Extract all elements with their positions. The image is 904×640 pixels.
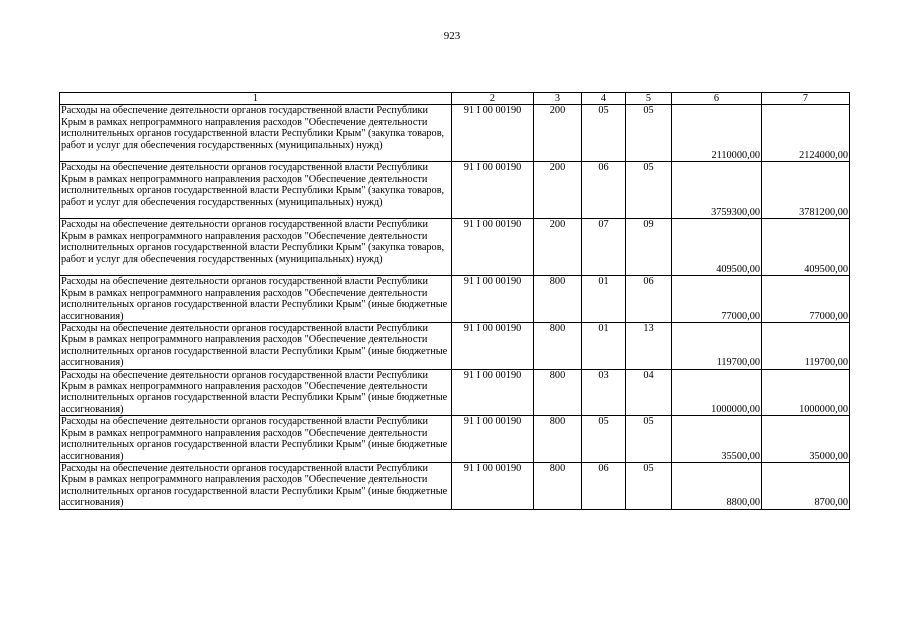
- subsection-code: 05: [626, 162, 672, 219]
- expense-description: Расходы на обеспечение деятельности органов государственной власти Республики Крым в рамках непрограммного направления расходов "Обеспечение деятельности исполнительных органов государственной власти Республики Крым" (иные бюджетные ассигнования): [60, 416, 452, 463]
- section-code: 01: [582, 276, 626, 323]
- budget-table: [59, 92, 850, 510]
- column-header: 2: [452, 93, 534, 105]
- expense-type-code: 200: [534, 105, 582, 162]
- subsection-code: 13: [626, 323, 672, 370]
- section-code: 06: [582, 462, 626, 509]
- target-article-code: 91 I 00 00190: [452, 105, 534, 162]
- amount-column-7: 8700,00: [762, 462, 850, 509]
- expense-description: Расходы на обеспечение деятельности органов государственной власти Республики Крым в рамках непрограммного направления расходов "Обеспечение деятельности исполнительных органов государственной власти Республики Крым" (иные бюджетные ассигнования): [60, 369, 452, 416]
- subsection-code: 05: [626, 462, 672, 509]
- amount-column-7: 119700,00: [762, 323, 850, 370]
- expense-description: Расходы на обеспечение деятельности органов государственной власти Республики Крым в рамках непрограммного направления расходов "Обеспечение деятельности исполнительных органов государственной власти Республики Крым" (закупка товаров, работ и услуг для обеспечения государственных (муниципальных) нужд): [60, 162, 452, 219]
- expense-description: Расходы на обеспечение деятельности органов государственной власти Республики Крым в рамках непрограммного направления расходов "Обеспечение деятельности исполнительных органов государственной власти Республики Крым" (закупка товаров, работ и услуг для обеспечения государственных (муниципальных) нужд): [60, 219, 452, 276]
- expense-type-code: 800: [534, 416, 582, 463]
- section-code: 06: [582, 162, 626, 219]
- subsection-code: 04: [626, 369, 672, 416]
- section-code: 05: [582, 105, 626, 162]
- expense-description: Расходы на обеспечение деятельности органов государственной власти Республики Крым в рамках непрограммного направления расходов "Обеспечение деятельности исполнительных органов государственной власти Республики Крым" (иные бюджетные ассигнования): [60, 323, 452, 370]
- amount-column-6: 119700,00: [672, 323, 762, 370]
- table-row: [60, 369, 850, 416]
- target-article-code: 91 I 00 00190: [452, 219, 534, 276]
- amount-column-6: 77000,00: [672, 276, 762, 323]
- amount-column-6: 2110000,00: [672, 105, 762, 162]
- table-row: [60, 416, 850, 463]
- expense-type-code: 800: [534, 323, 582, 370]
- section-code: 05: [582, 416, 626, 463]
- subsection-code: 06: [626, 276, 672, 323]
- table-row: [60, 323, 850, 370]
- page-number: 923: [443, 30, 461, 42]
- target-article-code: 91 I 00 00190: [452, 416, 534, 463]
- table-row: [60, 462, 850, 509]
- expense-type-code: 200: [534, 162, 582, 219]
- target-article-code: 91 I 00 00190: [452, 162, 534, 219]
- column-header: 1: [60, 93, 452, 105]
- table-row: [60, 162, 850, 219]
- target-article-code: 91 I 00 00190: [452, 369, 534, 416]
- amount-column-6: 35500,00: [672, 416, 762, 463]
- expense-description: Расходы на обеспечение деятельности органов государственной власти Республики Крым в рамках непрограммного направления расходов "Обеспечение деятельности исполнительных органов государственной власти Республики Крым" (иные бюджетные ассигнования): [60, 276, 452, 323]
- expense-type-code: 800: [534, 462, 582, 509]
- expense-type-code: 200: [534, 219, 582, 276]
- column-header: 3: [534, 93, 582, 105]
- amount-column-7: 2124000,00: [762, 105, 850, 162]
- table-header-row: [60, 93, 850, 105]
- amount-column-7: 35000,00: [762, 416, 850, 463]
- subsection-code: 05: [626, 416, 672, 463]
- amount-column-7: 409500,00: [762, 219, 850, 276]
- table-row: [60, 276, 850, 323]
- expense-description: Расходы на обеспечение деятельности органов государственной власти Республики Крым в рамках непрограммного направления расходов "Обеспечение деятельности исполнительных органов государственной власти Республики Крым" (иные бюджетные ассигнования): [60, 462, 452, 509]
- amount-column-6: 3759300,00: [672, 162, 762, 219]
- subsection-code: 05: [626, 105, 672, 162]
- column-header: 7: [762, 93, 850, 105]
- amount-column-6: 409500,00: [672, 219, 762, 276]
- expense-description: Расходы на обеспечение деятельности органов государственной власти Республики Крым в рамках непрограммного направления расходов "Обеспечение деятельности исполнительных органов государственной власти Республики Крым" (закупка товаров, работ и услуг для обеспечения государственных (муниципальных) нужд): [60, 105, 452, 162]
- amount-column-7: 77000,00: [762, 276, 850, 323]
- table-row: [60, 219, 850, 276]
- amount-column-7: 3781200,00: [762, 162, 850, 219]
- column-header: 4: [582, 93, 626, 105]
- column-header: 6: [672, 93, 762, 105]
- amount-column-6: 8800,00: [672, 462, 762, 509]
- target-article-code: 91 I 00 00190: [452, 276, 534, 323]
- amount-column-6: 1000000,00: [672, 369, 762, 416]
- section-code: 07: [582, 219, 626, 276]
- amount-column-7: 1000000,00: [762, 369, 850, 416]
- column-header: 5: [626, 93, 672, 105]
- section-code: 03: [582, 369, 626, 416]
- expense-type-code: 800: [534, 369, 582, 416]
- expense-type-code: 800: [534, 276, 582, 323]
- subsection-code: 09: [626, 219, 672, 276]
- target-article-code: 91 I 00 00190: [452, 462, 534, 509]
- section-code: 01: [582, 323, 626, 370]
- table-row: [60, 105, 850, 162]
- target-article-code: 91 I 00 00190: [452, 323, 534, 370]
